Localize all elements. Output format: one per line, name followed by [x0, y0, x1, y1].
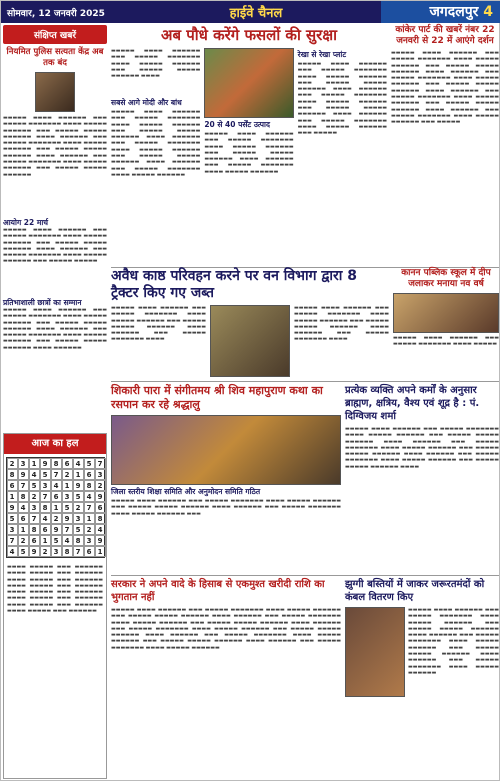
puzzle-cell: 7	[29, 513, 40, 524]
blanket-headline: झुग्गी बस्तियों में जाकर जरूरतमंदों को कंबल वितरण किए	[345, 579, 485, 603]
committee-story-body: ▬▬▬▬▬ ▬▬▬▬ ▬▬▬▬▬▬ ▬▬▬ ▬▬▬▬▬ ▬▬▬▬▬▬▬ ▬▬▬▬ ▬▬▬▬▬ ▬▬▬▬▬▬ ▬▬▬ ▬▬▬▬▬ ▬▬▬▬▬ ▬▬▬▬▬▬ ▬▬▬▬ ▬▬▬▬▬▬ ▬▬▬ ▬▬▬▬▬ ▬▬▬▬▬▬▬ ▬▬▬▬ ▬▬▬▬▬ ▬▬▬▬▬▬ ▬▬▬	[111, 498, 341, 517]
katha-headline: शिकारी पारा में संगीतमय श्री शिव महापुराण कथा का रसपान कर रहे श्रद्धालु	[111, 384, 323, 411]
forest-story	[111, 267, 499, 377]
puzzle-cell: 5	[51, 535, 62, 546]
brief-story-3-body: ▬▬▬▬▬ ▬▬▬▬ ▬▬▬▬▬▬ ▬▬▬ ▬▬▬▬▬ ▬▬▬▬▬▬▬ ▬▬▬▬ ▬▬▬▬▬ ▬▬▬▬▬▬ ▬▬▬ ▬▬▬▬▬ ▬▬▬▬▬ ▬▬▬▬▬▬ ▬▬▬▬ ▬▬▬▬▬▬ ▬▬▬ ▬▬▬▬▬ ▬▬▬▬▬▬▬ ▬▬▬▬ ▬▬▬▬▬ ▬▬▬▬▬▬ ▬▬▬ ▬▬▬▬▬ ▬▬▬▬▬ ▬▬▬▬▬▬ ▬▬▬▬ ▬▬▬▬▬▬	[3, 307, 107, 351]
puzzle-cell: 2	[73, 502, 84, 513]
puzzle-cell: 6	[84, 546, 95, 557]
puzzle-cell: 5	[73, 491, 84, 502]
puzzle-cell: 5	[62, 502, 73, 513]
puzzle-cell: 2	[29, 491, 40, 502]
puzzle-cell: 2	[7, 458, 18, 469]
puzzle-cell: 4	[51, 480, 62, 491]
portrait-photo	[35, 72, 75, 112]
lead-subhead-1: सबसे आगे मोदी और बांध	[111, 98, 182, 107]
puzzle-cell: 8	[51, 458, 62, 469]
payment-story-body: ▬▬▬▬▬ ▬▬▬▬ ▬▬▬▬▬▬ ▬▬▬ ▬▬▬▬▬ ▬▬▬▬▬▬▬ ▬▬▬▬ ▬▬▬▬▬ ▬▬▬▬▬▬ ▬▬▬ ▬▬▬▬▬ ▬▬▬▬▬ ▬▬▬▬▬▬ ▬▬▬▬ ▬▬▬▬▬▬ ▬▬▬ ▬▬▬▬▬ ▬▬▬▬▬▬▬ ▬▬▬▬ ▬▬▬▬▬ ▬▬▬▬▬▬ ▬▬▬ ▬▬▬▬▬ ▬▬▬▬▬ ▬▬▬▬▬▬ ▬▬▬▬ ▬▬▬▬▬▬ ▬▬▬ ▬▬▬▬▬ ▬▬▬▬▬▬▬ ▬▬▬▬ ▬▬▬▬▬ ▬▬▬▬▬▬ ▬▬▬ ▬▬▬▬▬ ▬▬▬▬▬ ▬▬▬▬▬▬ ▬▬▬▬ ▬▬▬▬▬▬ ▬▬▬ ▬▬▬▬▬ ▬▬▬▬▬▬▬ ▬▬▬▬ ▬▬▬▬▬ ▬▬▬▬▬▬ ▬▬▬ ▬▬▬▬▬ ▬▬▬▬▬ ▬▬▬▬▬▬ ▬▬▬▬ ▬▬▬▬▬▬ ▬▬▬ ▬▬▬▬▬ ▬▬▬▬▬▬▬ ▬▬▬▬ ▬▬▬▬▬ ▬▬▬▬▬▬	[111, 607, 341, 651]
puzzle-cell: 8	[7, 469, 18, 480]
brief-story-2-body: ▬▬▬▬▬ ▬▬▬▬ ▬▬▬▬▬▬ ▬▬▬ ▬▬▬▬▬ ▬▬▬▬▬▬▬ ▬▬▬▬ ▬▬▬▬▬ ▬▬▬▬▬▬ ▬▬▬ ▬▬▬▬▬ ▬▬▬▬▬ ▬▬▬▬▬▬ ▬▬▬▬ ▬▬▬▬▬▬ ▬▬▬ ▬▬▬▬▬ ▬▬▬▬▬▬▬ ▬▬▬▬ ▬▬▬▬▬ ▬▬▬▬▬▬ ▬▬▬ ▬▬▬▬▬ ▬▬▬▬▬	[3, 227, 107, 265]
puzzle-cell: 7	[18, 480, 29, 491]
school-story-body: ▬▬▬▬▬ ▬▬▬▬ ▬▬▬▬▬▬ ▬▬▬ ▬▬▬▬▬ ▬▬▬▬▬▬▬ ▬▬▬▬ ▬▬▬▬▬	[393, 335, 499, 348]
puzzle-cell: 4	[62, 535, 73, 546]
puzzle-cell: 1	[18, 524, 29, 535]
puzzle-cell: 7	[73, 546, 84, 557]
puzzle-cell: 1	[51, 502, 62, 513]
forest-story-body: ▬▬▬▬▬ ▬▬▬▬ ▬▬▬▬▬▬ ▬▬▬ ▬▬▬▬▬ ▬▬▬▬▬▬▬ ▬▬▬▬ ▬▬▬▬▬ ▬▬▬▬▬▬ ▬▬▬ ▬▬▬▬▬ ▬▬▬▬▬ ▬▬▬▬▬▬ ▬▬▬▬ ▬▬▬▬▬▬ ▬▬▬ ▬▬▬▬▬ ▬▬▬▬▬▬▬ ▬▬▬▬	[111, 305, 206, 343]
puzzle-cell: 4	[95, 524, 106, 535]
puzzle-cell: 9	[7, 502, 18, 513]
pravachan-headline: प्रत्येक व्यक्ति अपने कर्मों के अनुसार ब्राह्मण, क्षत्रिय, वैश्य एवं शूद्र है : पं. दिग्विजय शर्मा	[345, 385, 480, 422]
forest-story-body-2: ▬▬▬▬▬ ▬▬▬▬ ▬▬▬▬▬▬ ▬▬▬ ▬▬▬▬▬ ▬▬▬▬▬▬▬ ▬▬▬▬ ▬▬▬▬▬ ▬▬▬▬▬▬ ▬▬▬ ▬▬▬▬▬ ▬▬▬▬▬ ▬▬▬▬▬▬ ▬▬▬▬ ▬▬▬▬▬▬ ▬▬▬ ▬▬▬▬▬ ▬▬▬▬▬▬▬ ▬▬▬▬	[294, 305, 389, 343]
lead-story-body-3: ▬▬▬▬▬ ▬▬▬▬ ▬▬▬▬▬▬ ▬▬▬ ▬▬▬▬▬ ▬▬▬▬▬▬▬ ▬▬▬▬ ▬▬▬▬▬ ▬▬▬▬▬▬ ▬▬▬ ▬▬▬▬▬ ▬▬▬▬▬ ▬▬▬▬▬▬ ▬▬▬▬ ▬▬▬▬▬▬ ▬▬▬ ▬▬▬▬▬ ▬▬▬▬▬▬▬ ▬▬▬▬ ▬▬▬▬▬ ▬▬▬▬▬▬	[204, 131, 294, 175]
puzzle-cell: 8	[84, 480, 95, 491]
katha-photo	[111, 415, 341, 485]
puzzle-box	[3, 433, 107, 779]
lead-story-body-2: ▬▬▬▬▬ ▬▬▬▬ ▬▬▬▬▬▬ ▬▬▬ ▬▬▬▬▬ ▬▬▬▬▬▬▬ ▬▬▬▬ ▬▬▬▬▬ ▬▬▬▬▬▬ ▬▬▬ ▬▬▬▬▬ ▬▬▬▬▬ ▬▬▬▬▬▬ ▬▬▬▬ ▬▬▬▬▬▬ ▬▬▬ ▬▬▬▬▬ ▬▬▬▬▬▬▬ ▬▬▬▬ ▬▬▬▬▬ ▬▬▬▬▬▬ ▬▬▬ ▬▬▬▬▬ ▬▬▬▬▬ ▬▬▬▬▬▬ ▬▬▬▬ ▬▬▬▬▬▬ ▬▬▬ ▬▬▬▬▬ ▬▬▬▬▬▬▬ ▬▬▬▬ ▬▬▬▬▬ ▬▬▬▬▬▬	[111, 109, 201, 178]
bottom-story-row	[111, 575, 499, 779]
puzzle-cell: 3	[29, 502, 40, 513]
puzzle-cell: 7	[95, 458, 106, 469]
brief-story-body: ▬▬▬▬▬ ▬▬▬▬ ▬▬▬▬▬▬ ▬▬▬ ▬▬▬▬▬ ▬▬▬▬▬▬▬ ▬▬▬▬ ▬▬▬▬▬ ▬▬▬▬▬▬ ▬▬▬ ▬▬▬▬▬ ▬▬▬▬▬ ▬▬▬▬▬▬ ▬▬▬▬ ▬▬▬▬▬▬ ▬▬▬ ▬▬▬▬▬ ▬▬▬▬▬▬▬ ▬▬▬▬ ▬▬▬▬▬ ▬▬▬▬▬▬ ▬▬▬ ▬▬▬▬▬ ▬▬▬▬▬ ▬▬▬▬▬▬ ▬▬▬▬ ▬▬▬▬▬▬ ▬▬▬ ▬▬▬▬▬ ▬▬▬▬▬▬▬ ▬▬▬▬ ▬▬▬▬▬ ▬▬▬▬▬▬ ▬▬▬ ▬▬▬▬▬ ▬▬▬▬▬ ▬▬▬▬▬▬	[3, 115, 107, 178]
puzzle-cell: 6	[18, 513, 29, 524]
puzzle-cell: 6	[29, 535, 40, 546]
puzzle-clues: ▬▬▬▬ ▬▬▬▬▬ ▬▬▬ ▬▬▬▬▬▬ ▬▬▬▬ ▬▬▬▬▬ ▬▬▬ ▬▬▬▬▬▬ ▬▬▬▬ ▬▬▬▬▬ ▬▬▬ ▬▬▬▬▬▬ ▬▬▬▬ ▬▬▬▬▬ ▬▬▬ ▬▬▬▬▬▬ ▬▬▬▬ ▬▬▬▬▬ ▬▬▬ ▬▬▬▬▬▬ ▬▬▬▬ ▬▬▬▬▬ ▬▬▬ ▬▬▬▬▬▬ ▬▬▬▬ ▬▬▬▬▬ ▬▬▬ ▬▬▬▬▬▬ ▬▬▬▬ ▬▬▬▬▬ ▬▬▬ ▬▬▬▬▬▬	[7, 564, 103, 615]
puzzle-cell: 5	[18, 546, 29, 557]
puzzle-cell: 6	[84, 469, 95, 480]
puzzle-cell: 6	[40, 524, 51, 535]
issue-date: सोमवार, 12 जनवरी 2025	[7, 8, 105, 19]
left-column	[3, 25, 107, 429]
puzzle-cell: 1	[40, 535, 51, 546]
puzzle-cell: 5	[84, 458, 95, 469]
puzzle-cell: 2	[51, 513, 62, 524]
puzzle-cell: 9	[95, 491, 106, 502]
lead-story	[111, 25, 387, 263]
puzzle-cell: 1	[73, 469, 84, 480]
puzzle-cell: 7	[51, 469, 62, 480]
school-headline: कानन पब्लिक स्कूल में दीप जलाकर मनाया नव वर्ष	[401, 268, 491, 289]
puzzle-cell: 6	[62, 458, 73, 469]
religious-story-row	[111, 381, 499, 571]
puzzle-cell: 9	[29, 546, 40, 557]
lead-story-body-4: ▬▬▬▬▬ ▬▬▬▬ ▬▬▬▬▬▬ ▬▬▬ ▬▬▬▬▬ ▬▬▬▬▬▬▬ ▬▬▬▬ ▬▬▬▬▬ ▬▬▬▬▬▬ ▬▬▬ ▬▬▬▬▬ ▬▬▬▬▬ ▬▬▬▬▬▬ ▬▬▬▬ ▬▬▬▬▬▬ ▬▬▬ ▬▬▬▬▬ ▬▬▬▬▬▬▬ ▬▬▬▬ ▬▬▬▬▬ ▬▬▬▬▬▬ ▬▬▬ ▬▬▬▬▬ ▬▬▬▬▬ ▬▬▬▬▬▬ ▬▬▬▬ ▬▬▬▬▬▬ ▬▬▬ ▬▬▬▬▬ ▬▬▬▬▬▬▬ ▬▬▬▬ ▬▬▬▬▬ ▬▬▬▬▬▬ ▬▬▬ ▬▬▬▬▬	[297, 61, 387, 137]
blanket-story-body: ▬▬▬▬▬ ▬▬▬▬ ▬▬▬▬▬▬ ▬▬▬ ▬▬▬▬▬ ▬▬▬▬▬▬▬ ▬▬▬▬ ▬▬▬▬▬ ▬▬▬▬▬▬ ▬▬▬ ▬▬▬▬▬ ▬▬▬▬▬ ▬▬▬▬▬▬ ▬▬▬▬ ▬▬▬▬▬▬ ▬▬▬ ▬▬▬▬▬ ▬▬▬▬▬▬▬ ▬▬▬▬ ▬▬▬▬▬ ▬▬▬▬▬▬ ▬▬▬ ▬▬▬▬▬ ▬▬▬▬▬ ▬▬▬▬▬▬ ▬▬▬▬ ▬▬▬▬▬▬ ▬▬▬ ▬▬▬▬▬ ▬▬▬▬▬▬▬ ▬▬▬▬ ▬▬▬▬▬ ▬▬▬▬▬▬	[408, 607, 499, 676]
puzzle-cell: 9	[40, 458, 51, 469]
puzzle-cell: 1	[29, 458, 40, 469]
puzzle-cell: 9	[18, 469, 29, 480]
puzzle-cell: 1	[84, 513, 95, 524]
puzzle-cell: 2	[62, 469, 73, 480]
school-photo	[393, 293, 499, 333]
puzzle-cell: 5	[7, 513, 18, 524]
puzzle-cell: 7	[84, 502, 95, 513]
puzzle-cell: 1	[7, 491, 18, 502]
puzzle-cell: 6	[7, 480, 18, 491]
puzzle-title: आज का हल	[4, 434, 106, 454]
right-story-body: ▬▬▬▬▬ ▬▬▬▬ ▬▬▬▬▬▬ ▬▬▬ ▬▬▬▬▬ ▬▬▬▬▬▬▬ ▬▬▬▬ ▬▬▬▬▬ ▬▬▬▬▬▬ ▬▬▬ ▬▬▬▬▬ ▬▬▬▬▬ ▬▬▬▬▬▬ ▬▬▬▬ ▬▬▬▬▬▬ ▬▬▬ ▬▬▬▬▬ ▬▬▬▬▬▬▬ ▬▬▬▬ ▬▬▬▬▬ ▬▬▬▬▬▬ ▬▬▬ ▬▬▬▬▬ ▬▬▬▬▬ ▬▬▬▬▬▬ ▬▬▬▬ ▬▬▬▬▬▬ ▬▬▬ ▬▬▬▬▬ ▬▬▬▬▬▬▬ ▬▬▬▬ ▬▬▬▬▬ ▬▬▬▬▬▬ ▬▬▬ ▬▬▬▬▬ ▬▬▬▬▬ ▬▬▬▬▬▬ ▬▬▬▬ ▬▬▬▬▬▬ ▬▬▬ ▬▬▬▬▬ ▬▬▬▬▬▬▬ ▬▬▬▬ ▬▬▬▬▬ ▬▬▬▬▬▬ ▬▬▬ ▬▬▬▬▬	[391, 50, 499, 126]
brief-story-3-headline: प्रतिभाशाली छात्रों का सम्मान	[3, 298, 82, 307]
puzzle-cell: 5	[40, 469, 51, 480]
puzzle-cell: 2	[84, 524, 95, 535]
masthead	[1, 1, 500, 23]
sudoku-grid	[6, 457, 105, 558]
tractor-photo	[210, 305, 290, 377]
puzzle-cell: 2	[40, 546, 51, 557]
puzzle-cell: 4	[84, 491, 95, 502]
puzzle-cell: 9	[73, 480, 84, 491]
puzzle-cell: 8	[62, 546, 73, 557]
puzzle-cell: 6	[95, 502, 106, 513]
right-story-headline: कांकेर पार्ट की खबरें नंबर 22 जनवरी से 22 में आएंगे दर्शन	[395, 25, 495, 46]
newspaper-brand: हाईवे चैनल	[229, 6, 283, 21]
puzzle-cell: 3	[62, 491, 73, 502]
lead-subhead-2: 20 से 40 पर्सेंट उत्पाद	[204, 120, 270, 129]
puzzle-cell: 8	[18, 491, 29, 502]
lead-headline: अब पौधे करेंगे फसलों की सुरक्षा	[161, 26, 337, 44]
payment-headline: सरकार ने अपने वादे के हिसाब से एकमुश्त खरीदी राशि का भुगतान नहीं	[111, 579, 325, 603]
pravachan-story-body: ▬▬▬▬▬ ▬▬▬▬ ▬▬▬▬▬▬ ▬▬▬ ▬▬▬▬▬ ▬▬▬▬▬▬▬ ▬▬▬▬ ▬▬▬▬▬ ▬▬▬▬▬▬ ▬▬▬ ▬▬▬▬▬ ▬▬▬▬▬ ▬▬▬▬▬▬ ▬▬▬▬ ▬▬▬▬▬▬ ▬▬▬ ▬▬▬▬▬ ▬▬▬▬▬▬▬ ▬▬▬▬ ▬▬▬▬▬ ▬▬▬▬▬▬ ▬▬▬ ▬▬▬▬▬ ▬▬▬▬▬ ▬▬▬▬▬▬ ▬▬▬▬ ▬▬▬▬▬▬ ▬▬▬ ▬▬▬▬▬ ▬▬▬▬▬▬▬ ▬▬▬▬ ▬▬▬▬▬ ▬▬▬▬▬▬ ▬▬▬ ▬▬▬▬▬ ▬▬▬▬▬ ▬▬▬▬▬▬ ▬▬▬▬	[345, 426, 499, 470]
puzzle-cell: 9	[51, 524, 62, 535]
lead-photo	[204, 48, 293, 118]
puzzle-cell: 7	[62, 524, 73, 535]
puzzle-cell: 9	[62, 513, 73, 524]
brief-story-2-headline: आयोग 22 मार्च	[3, 218, 49, 227]
puzzle-cell: 5	[73, 524, 84, 535]
blanket-photo	[345, 607, 405, 697]
puzzle-cell: 3	[40, 480, 51, 491]
lead-subhead-3: रेखा से रेखा प्लांट	[297, 50, 347, 59]
puzzle-cell: 3	[7, 524, 18, 535]
edition-label: जगदलपुर	[429, 4, 479, 20]
puzzle-cell: 3	[95, 469, 106, 480]
school-story	[393, 268, 499, 363]
edition-name	[381, 1, 500, 23]
puzzle-cell: 1	[95, 546, 106, 557]
puzzle-cell: 7	[40, 491, 51, 502]
puzzle-cell: 9	[95, 535, 106, 546]
puzzle-cell: 8	[73, 535, 84, 546]
puzzle-cell: 3	[18, 458, 29, 469]
right-story	[391, 25, 499, 263]
puzzle-cell: 2	[95, 480, 106, 491]
puzzle-cell: 8	[40, 502, 51, 513]
brief-story-headline: नियमित पुलिस सत्यता केंद्र अब तक बंद	[6, 47, 104, 68]
puzzle-cell: 6	[51, 491, 62, 502]
puzzle-cell: 4	[73, 458, 84, 469]
puzzle-cell: 4	[29, 469, 40, 480]
puzzle-cell: 4	[7, 546, 18, 557]
puzzle-cell: 8	[95, 513, 106, 524]
puzzle-cell: 3	[84, 535, 95, 546]
forest-headline: अवैध काष्ठ परिवहन करने पर वन विभाग द्वारा 8 ट्रैक्टर किए गए जब्त	[111, 268, 358, 301]
puzzle-cell: 7	[7, 535, 18, 546]
puzzle-cell: 5	[29, 480, 40, 491]
lead-story-body: ▬▬▬▬▬ ▬▬▬▬ ▬▬▬▬▬▬ ▬▬▬ ▬▬▬▬▬ ▬▬▬▬▬▬▬ ▬▬▬▬ ▬▬▬▬▬ ▬▬▬▬▬▬ ▬▬▬ ▬▬▬▬▬ ▬▬▬▬▬ ▬▬▬▬▬▬ ▬▬▬▬	[111, 48, 201, 80]
committee-subhead: जिला स्तरीय शिक्षा समिति और अनुमोदन समिति गठित	[111, 487, 261, 496]
puzzle-cell: 4	[40, 513, 51, 524]
puzzle-cell: 3	[51, 546, 62, 557]
puzzle-cell: 8	[29, 524, 40, 535]
puzzle-cell: 3	[73, 513, 84, 524]
puzzle-cell: 2	[18, 535, 29, 546]
puzzle-cell: 4	[18, 502, 29, 513]
brief-news-badge: संक्षिप्त खबरें	[3, 25, 107, 44]
puzzle-cell: 1	[62, 480, 73, 491]
page-number: 4	[483, 4, 493, 20]
